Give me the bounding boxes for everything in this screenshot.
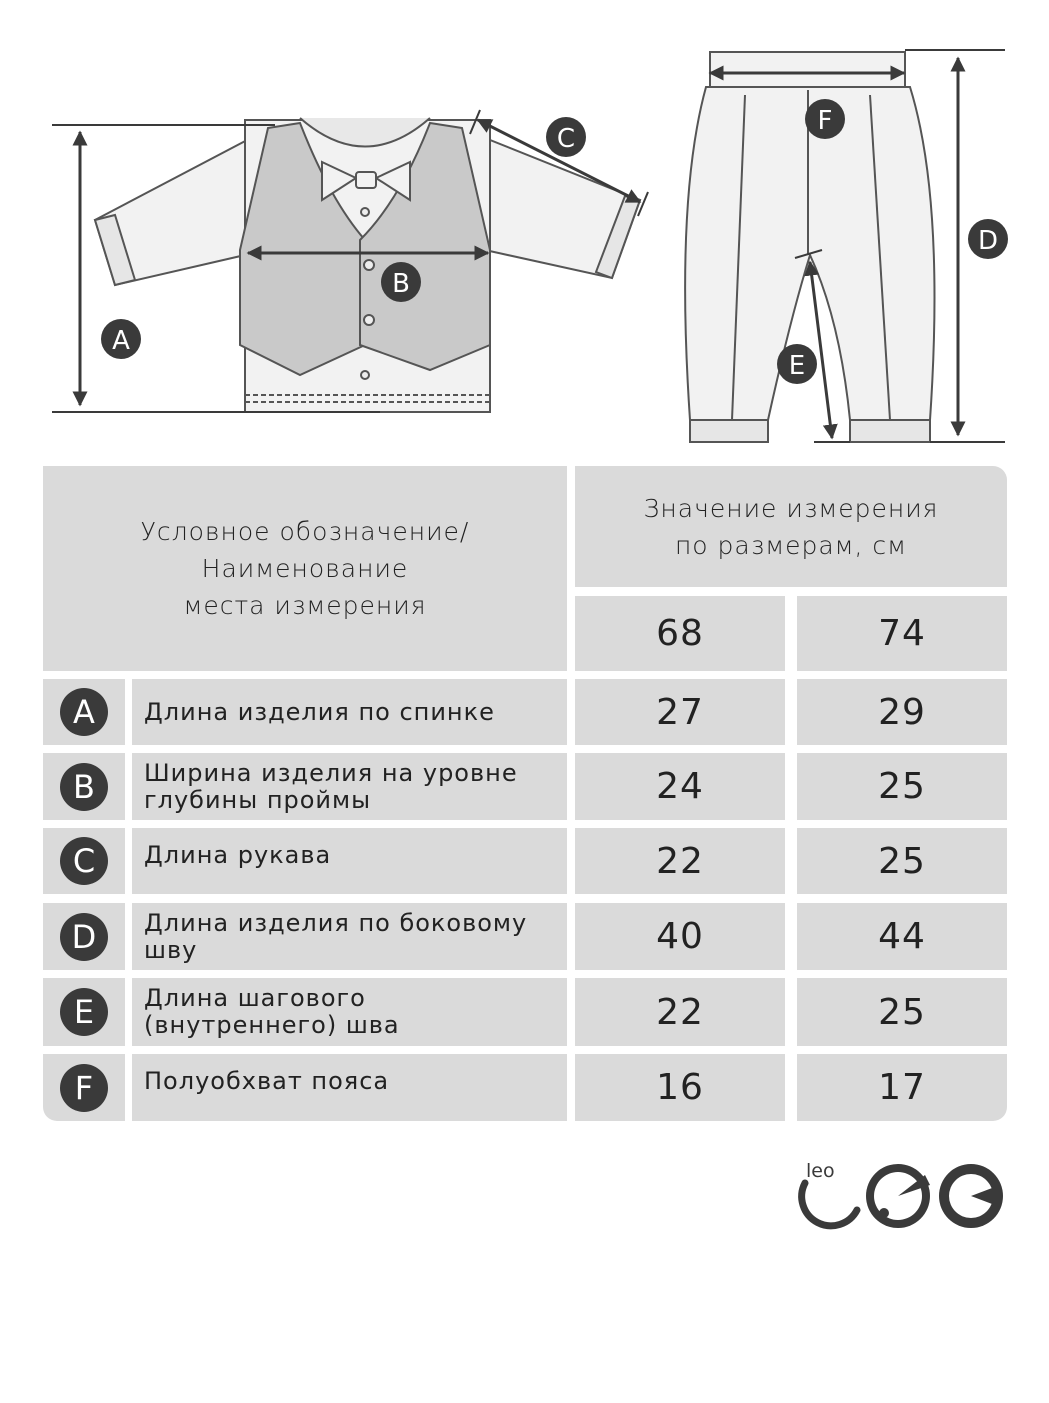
- marker-b: [381, 262, 421, 302]
- header-value-line: Значение измерения: [643, 493, 939, 523]
- marker-a: [101, 319, 141, 359]
- letter-badge: A: [60, 688, 108, 736]
- row-label: Длина изделия по спинке: [132, 679, 567, 745]
- letter-badge: C: [60, 837, 108, 885]
- svg-text:D: D: [977, 226, 999, 256]
- row-label: Ширина изделия на уровне глубины проймы: [132, 753, 567, 820]
- garment-measurement-diagram: [0, 0, 1049, 450]
- size-74-header: 74: [797, 596, 1007, 671]
- header-value-cell: [575, 466, 1007, 587]
- row-value-68: 16: [575, 1054, 785, 1121]
- logo-text: leo: [806, 1160, 835, 1182]
- row-value-74: 17: [797, 1054, 1007, 1121]
- row-letter-cell: [43, 903, 125, 970]
- row-value-74: 25: [797, 753, 1007, 820]
- row-value-68: 40: [575, 903, 785, 970]
- row-label: Длина рукава: [132, 828, 567, 894]
- size-68-header: 68: [575, 596, 785, 671]
- row-value-74: 25: [797, 828, 1007, 894]
- header-name-line: Наименование: [201, 554, 409, 583]
- marker-e: [777, 344, 817, 384]
- row-label: Длина шагового (внутреннего) шва: [132, 978, 567, 1046]
- row-value-74: 25: [797, 978, 1007, 1046]
- row-label: Длина изделия по боковому шву: [132, 903, 567, 970]
- header-name-cell: [43, 466, 567, 671]
- row-letter-cell: [43, 978, 125, 1046]
- marker-f: [805, 99, 845, 139]
- marker-c: [546, 117, 586, 157]
- letter-badge: D: [60, 913, 108, 961]
- header-name-line: Условное обозначение/: [140, 517, 470, 546]
- row-value-68: 24: [575, 753, 785, 820]
- marker-d: [968, 219, 1008, 259]
- row-label: Полуобхват пояса: [132, 1054, 567, 1121]
- row-value-68: 22: [575, 978, 785, 1046]
- svg-text:F: F: [817, 106, 833, 136]
- header-value-line: по размерам, см: [674, 530, 908, 560]
- svg-text:E: E: [788, 351, 806, 381]
- row-value-74: 44: [797, 903, 1007, 970]
- svg-text:B: B: [392, 269, 410, 299]
- row-value-74: 29: [797, 679, 1007, 745]
- letter-badge: B: [60, 763, 108, 811]
- header-name-line: места измерения: [183, 591, 427, 620]
- letter-badge: F: [60, 1064, 108, 1112]
- row-letter-cell: [43, 1054, 125, 1121]
- row-letter-cell: [43, 828, 125, 894]
- row-letter-cell: [43, 753, 125, 820]
- svg-text:C: C: [556, 124, 576, 154]
- brand-logo: [795, 1155, 1010, 1235]
- svg-text:A: A: [112, 326, 130, 356]
- row-letter-cell: [43, 679, 125, 745]
- row-value-68: 22: [575, 828, 785, 894]
- letter-badge: E: [60, 988, 108, 1036]
- row-value-68: 27: [575, 679, 785, 745]
